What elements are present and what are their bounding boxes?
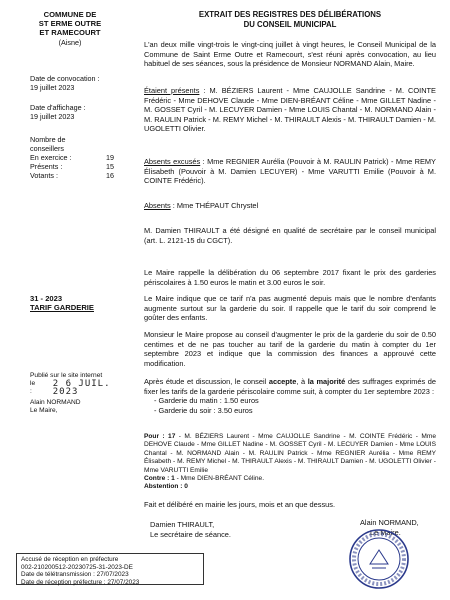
intro-paragraph: L'an deux mille vingt-trois le vingt-cinq juillet à vingt heures, le Conseil Municipal de la Commune de Saint Erme Outre et Ramecourt, s'est réuni après convocation, au lieu habituel de ses séances, sous la présidence de Monsieur NORMAND Alain, Maire.: [144, 40, 436, 69]
presents-paragraph: Étaient présents : M. BÉZIERS Laurent - Mme CAUJOLLE Sandrine - M. COINTE Frédéric - Mme DEHOVE Claude - Mme DIEN-BRÉANT Céline - Mme GILLET Nadine - M. GOSSET Cyril - M. LECUYER Damien - Mme LOUIS Chantal - M. NORMAND Alain - M. RAULIN Patrick - M. REMY Michel - M. THIRAULT Alexis - M. THIRAULT Damien - M. UGOLETTI Olivier.: [144, 86, 436, 134]
publication-date-stamp: 2 6 JUIL. 2023: [52, 379, 111, 397]
seal-lettering-band: [354, 534, 404, 584]
secretaire-paragraph: M. Damien THIRAULT a été désigné en qualité de secrétaire par le conseil municipal (art. L. 2121-15 du CGCT).: [144, 226, 436, 245]
convocation-block: Date de convocation : 19 juillet 2023: [30, 74, 100, 92]
closing-line: Fait et délibéré en mairie les jours, mois et an que dessus.: [144, 500, 336, 509]
para-decision: Après étude et discussion, le conseil accepte, à la majorité des suffrages exprimés de fixer les tarifs de la garderie périscolaire comme suit, à compter du 1er septembre 2023 : - Garderie du matin : 1.50 euros - Garderie du soir : 3.50 euros: [144, 377, 437, 415]
excuses-paragraph: Absents excusés : Mme REGNIER Aurélia (Pouvoir à M. RAULIN Patrick) - Mme REMY Élisabeth (Pouvoir à M. Damien LECUYER) - Mme VARUTTI Emilie (Pouvoir à M. COINTE Frédéric).: [144, 157, 436, 186]
para-rappel: Le Maire rappelle la délibération du 06 septembre 2017 fixant le prix des garderies périscolaires à 1.50 euros le matin et 3.00 euros le soir.: [144, 268, 436, 287]
count-row: Votants : 16: [30, 171, 114, 180]
deliberation-ref: 31 - 2023 TARIF GARDERIE: [30, 294, 94, 312]
tarifs-list: [144, 396, 436, 415]
tarif-item: - Garderie du matin : 1.50 euros: [154, 396, 259, 406]
seal-inner-ring: [358, 538, 400, 580]
signature-maire: Alain NORMAND, Le Maire.: [360, 518, 419, 537]
publie-block: Publié sur le site internet le : 2 6 JUIL. 2023 Alain NORMAND Le Maire,: [30, 372, 142, 415]
vote-block: Pour : 17 - M. BÉZIERS Laurent - Mme CAUJOLLE Sandrine - M. COINTE Frédéric - Mme DEHOVE Claude - Mme GILLET Nadine - M. GOSSET Cyril - M. LECUYER Damien - Mme LOUIS Chantal - M. NORMAND Alain - M. RAULIN Patrick - Mme REGNIER Aurélia - Mme REMY Élisabeth - M. REMY Michel - M. THIRAULT Alexis - M. THIRAULT Damien - M. UGOLETTI Olivier - Mme VARUTTI Emilie Contre : 1 - Mme DIEN-BRÉANT Céline. Abstention : 0: [144, 433, 436, 491]
page-title: EXTRAIT DES REGISTRES DES DÉLIBÉRATIONS DU CONSEIL MUNICIPAL: [198, 10, 382, 29]
count-row: Présents : 15: [30, 162, 114, 171]
signature-secretaire: Damien THIRAULT, Le secrétaire de séance.: [150, 520, 231, 539]
seal-outer-ring: [350, 530, 408, 588]
commune-name: COMMUNE DE ST ERME OUTRE ET RAMECOURT: [38, 10, 102, 37]
para-propose: Monsieur le Maire propose au conseil d'augmenter le prix de la garderie du soir de 0.50 centimes et de ne pas toucher au tarif de la garderie du matin à compter du 1er septembre 2023 et indique que la commission des finances a approuvé cette modification.: [144, 330, 436, 368]
commune-dept: (Aisne): [58, 38, 82, 47]
para-indique: Le Maire indique que ce tarif n'a pas augmenté depuis mais que le nombre d'enfants augmente surtout sur la garderie du soir. Il rappelle que le tarif du soir comprend le goûter des enfants.: [144, 294, 436, 323]
conseillers-block: Nombre de conseillers En exercice : 19 Présents : 15 Votants : 16: [30, 135, 142, 180]
official-seal-icon: [348, 528, 410, 590]
tarif-item: - Garderie du soir : 3.50 euros: [154, 405, 253, 415]
seal-emblem: [370, 550, 388, 564]
absents-paragraph: Absents : Mme THÉPAUT Chrystel: [144, 201, 259, 210]
affichage-block: Date d'affichage : 19 juillet 2023: [30, 103, 86, 121]
prefecture-receipt: Accusé de réception en préfecture 002-210200512-20230725-31-2023-DE Date de télétransmission : 27/07/2023 Date de réception préfecture : 27/07/2023: [16, 553, 204, 585]
count-row: En exercice : 19: [30, 153, 114, 162]
